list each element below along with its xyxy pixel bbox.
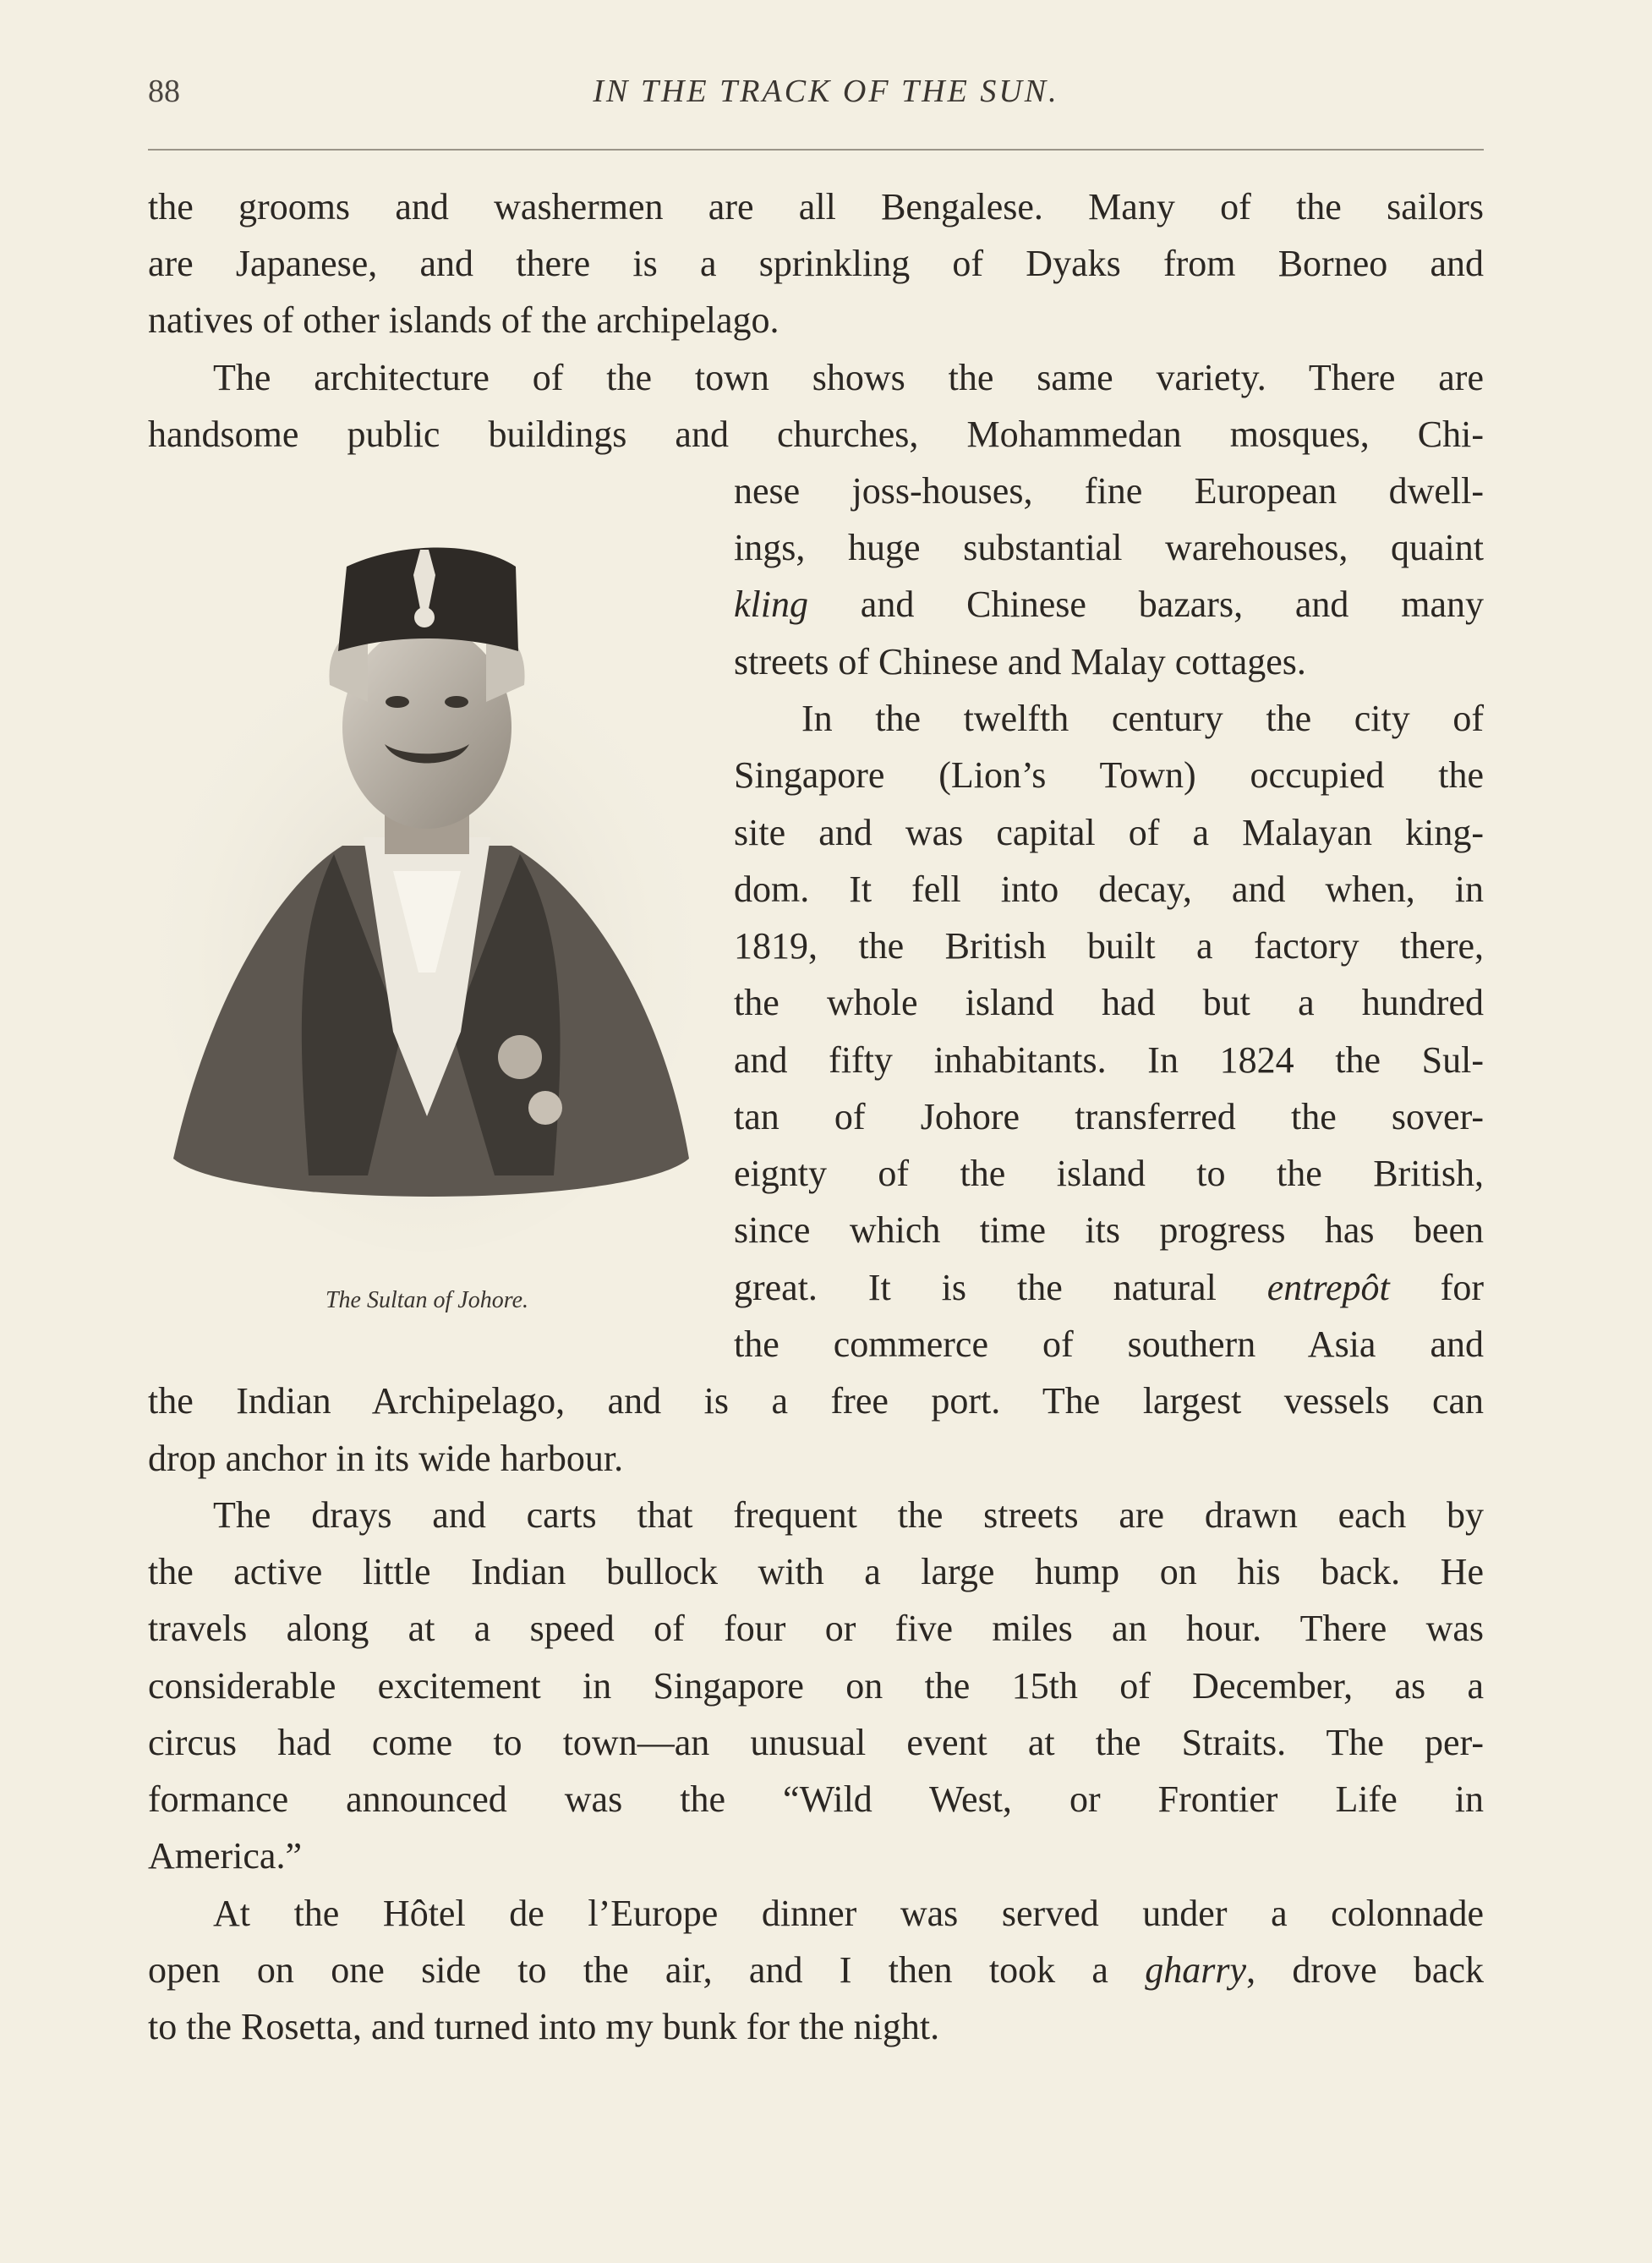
text-line: the Indian Archipelago, and is a free port. The largest vessels can [148,1380,1484,1422]
text-line: the commerce of southern Asia and [734,1323,1484,1365]
text-line [734,1267,1484,1309]
text-line: travels along at a speed of four or five miles an hour. There was [148,1608,1484,1649]
text-line: tan of Johore transferred the sover- [734,1096,1484,1137]
text-line: dom. It fell into decay, and when, in [734,868,1484,910]
text-line: nese joss-houses, fine European dwell- [734,470,1484,512]
text-line: eignty of the island to the British, [734,1153,1484,1194]
text-line: The drays and carts that frequent the streets are drawn each by [213,1494,1484,1536]
text-line [148,1949,1484,1992]
text-line: since which time its progress has been [734,1209,1484,1251]
text-run: open on one side to the air, and I then took a [148,1949,1146,1991]
figure-caption: The Sultan of Johore. [325,1287,529,1313]
italic-term: kling [734,584,808,625]
text-line: and fifty inhabitants. In 1824 the Sul- [734,1039,1484,1081]
text-line: considerable excitement in Singapore on the 15th of December, as a [148,1665,1484,1707]
text-line: to the Rosetta, and turned into my bunk for the night. [148,2006,940,2047]
text-line: the whole island had but a hundred [734,982,1484,1023]
text-line: the grooms and washermen are all Bengalese. Many of the sailors [148,186,1484,227]
page-number: 88 [148,74,180,109]
text-line: natives of other islands of the archipelago. [148,299,780,341]
sultan-portrait-image [156,533,697,1252]
text-line: handsome public buildings and churches, Mohammedan mosques, Chi- [148,414,1484,455]
header-rule [148,149,1484,151]
text-run: for [1389,1267,1484,1308]
text-line: site and was capital of a Malayan king- [734,812,1484,853]
text-run: and Chinese bazars, and many [807,584,1484,625]
italic-term: entrepôt [1266,1267,1390,1308]
text-line [734,584,1484,626]
text-line: circus had come to town—an unusual event at the Straits. The per- [148,1722,1484,1763]
text-line: Singapore (Lion’s Town) occupied the [734,754,1484,796]
text-line: ings, huge substantial warehouses, quaint [734,527,1484,568]
text-line: America.” [148,1835,302,1877]
text-line: formance announced was the “Wild West, or Frontier Life in [148,1778,1484,1820]
text-line: are Japanese, and there is a sprinkling of Dyaks from Borneo and [148,243,1484,284]
text-line: At the Hôtel de l’Europe dinner was served under a colonnade [213,1893,1484,1934]
text-line: streets of Chinese and Malay cottages. [734,641,1306,682]
text-run: great. It is the natural [734,1267,1267,1308]
running-title: IN THE TRACK OF THE SUN. [593,74,1059,109]
text-line: the active little Indian bullock with a large hump on his back. He [148,1551,1484,1592]
text-line: The architecture of the town shows the same variety. There are [213,357,1484,398]
italic-term: gharry [1145,1949,1247,1991]
text-line: 1819, the British built a factory there, [734,925,1484,967]
text-line: drop anchor in its wide harbour. [148,1438,624,1479]
text-run: , drove back [1246,1949,1484,1991]
text-line: In the twelfth century the city of [801,698,1484,739]
